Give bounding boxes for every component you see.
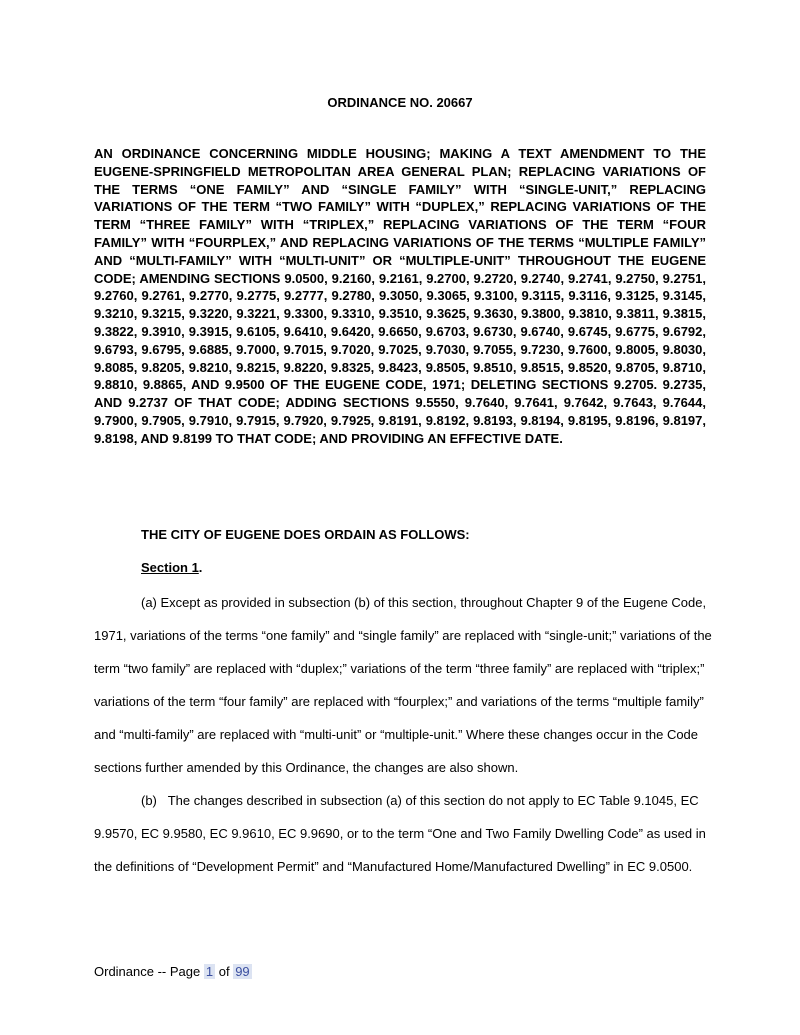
footer-of: of xyxy=(218,964,230,979)
ordinance-title: ORDINANCE NO. 20667 xyxy=(327,95,473,110)
paragraph-b: (b) The changes described in subsection (a) of this section do not apply to EC Table 9.1045, EC 9.9570, EC 9.9580, EC 9.9610, EC 9.9690, or to the term “One and Two Family Dwelling Code” as used in the definitions of “Development Permit” and “Manufactured Home/Manufactured Dwelling” in EC 9.0500. xyxy=(94,793,706,874)
section-heading xyxy=(141,560,202,576)
ordain-clause: THE CITY OF EUGENE DOES ORDAIN AS FOLLOWS: xyxy=(141,527,470,542)
section-punct: . xyxy=(198,560,203,575)
ordinance-caption: AN ORDINANCE CONCERNING MIDDLE HOUSING; MAKING A TEXT AMENDMENT TO THE EUGENE-SPRINGFIELD METROPOLITAN AREA GENERAL PLAN; REPLACING VARIATIONS OF THE TERMS “ONE FAMILY” AND “SINGLE FAMILY” WITH “SINGLE-UNIT,” REPLACING VARIATIONS OF THE TERM “TWO FAMILY” WITH “DUPLEX,” REPLACING VARIATIONS OF THE TERM “THREE FAMILY” WITH “TRIPLEX,” REPLACING VARIATIONS OF THE TERM “FOUR FAMILY” WITH “FOURPLEX,” AND REPLACING VARIATIONS OF THE TERMS “MULTIPLE FAMILY” AND “MULTI-FAMILY” WITH “MULTI-UNIT” OR “MULTIPLE-UNIT” THROUGHOUT THE EUGENE CODE; AMENDING SECTIONS 9.0500, 9.2160, 9.2161, 9.2700, 9.2720, 9.2740, 9.2741, 9.2750, 9.2751, 9.2760, 9.2761, 9.2770, 9.2775, 9.2777, 9.2780, 9.3050, 9.3065, 9.3100, 9.3115, 9.3116, 9.3125, 9.3145, 9.3210, 9.3215, 9.3220, 9.3221, 9.3300, 9.3310, 9.3510, 9.3625, 9.3630, 9.3800, 9.3810, 9.3811, 9.3815, 9.3822, 9.3910, 9.3915, 9.6105, 9.6410, 9.6420, 9.6650, 9.6703, 9.6730, 9.6740, 9.6745, 9.6775, 9.6792, 9.6793, 9.6795, 9.6885, 9.7000, 9.7015, 9.7020, 9.7025, 9.7030, 9.7055, 9.7230, 9.7600, 9.8005, 9.8030, 9.8085, 9.8205, 9.8210, 9.8215, 9.8220, 9.8325, 9.8423, 9.8505, 9.8510, 9.8515, 9.8520, 9.8705, 9.8710, 9.8810, 9.8865, AND 9.9500 OF THE EUGENE CODE, 1971; DELETING SECTIONS 9.2705. 9.2735, AND 9.2737 OF THAT CODE; ADDING SECTIONS 9.5550, 9.7640, 9.7641, 9.7642, 9.7643, 9.7644, 9.7900, 9.7905, 9.7910, 9.7915, 9.7920, 9.7925, 9.8191, 9.8192, 9.8193, 9.8194, 9.8195, 9.8196, 9.8197, 9.8198, AND 9.8199 TO THAT CODE; AND PROVIDING AN EFFECTIVE DATE. xyxy=(94,146,706,446)
page-footer xyxy=(94,963,252,981)
paragraph-a: (a) Except as provided in subsection (b) of this section, throughout Chapter 9 of the Eugene Code, 1971, variations of the terms “one family” and “single family” are replaced with “single-unit;” variations of the term “two family” are replaced with “duplex;” variations of the term “three family” are replaced with “triplex;” variations of the term “four family” are replaced with “fourplex;” and variations of the terms “multiple family” and “multi-family” are replaced with “multi-unit” or “multiple-unit.” Where these changes occur in the Code sections further amended by this Ordinance, the changes are also shown. xyxy=(94,595,712,775)
total-pages-field: 99 xyxy=(235,964,250,979)
section-body xyxy=(94,586,714,883)
footer-prefix: Ordinance -- Page xyxy=(94,964,201,979)
section-label: Section 1 xyxy=(141,560,199,575)
page-number-field: 1 xyxy=(205,964,214,979)
